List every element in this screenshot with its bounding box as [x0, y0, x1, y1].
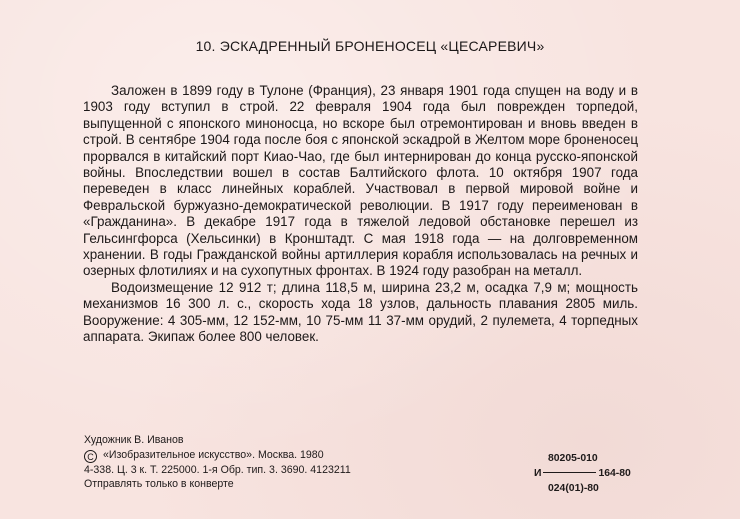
- card-title: 10. ЭСКАДРЕННЫЙ БРОНЕНОСЕЦ «ЦЕСАРЕВИЧ»: [195, 38, 545, 54]
- mailing-note: Отправлять только в конверте: [84, 478, 234, 491]
- catalog-code-3: 024(01)-80: [548, 483, 599, 494]
- description-text: [83, 83, 638, 346]
- fraction-rule: [543, 472, 596, 473]
- publisher-row: [84, 448, 351, 463]
- catalog-code-suffix: 164-80: [598, 468, 631, 479]
- catalog-code-prefix: И: [534, 468, 542, 479]
- copyright-icon: C: [84, 450, 97, 463]
- imprint-block: [84, 433, 351, 492]
- publisher-name: «Изобразительное искусство». Москва. 1980: [103, 448, 324, 461]
- print-info: 4-338. Ц. 3 к. Т. 225000. 1-я Обр. тип. 3. 3690. 4123211: [84, 463, 351, 476]
- specs-paragraph: Водоизмещение 12 912 т; длина 118,5 м, ширина 23,2 м, осадка 7,9 м; мощность механизмов 16 300 л. с., скорость хода 18 узлов, дальность плавания 2805 миль. Вооружение: 4 305-мм, 12 152-мм, 10 75-мм 11 37-мм орудий, 2 пулемета, 4 торпедных аппарата. Экипаж более 800 человек.: [83, 279, 638, 345]
- history-paragraph: Заложен в 1899 году в Тулоне (Франция), 23 января 1901 года спущен на воду и в 1903 году вступил в строй. 22 февраля 1904 года был поврежден торпедой, выпущенной с японского миноносца, но вскоре был отремонтирован и вновь введен в строй. В сентябре 1904 года после боя с японской эскадрой в Желтом море броненосец прорвался в китайский порт Киао-Чао, где был интернирован до конца русско-японской войны. Впоследствии вошел в состав Балтийского флота. 10 октября 1907 года переведен в класс линейных кораблей. Участвовал в первой мировой войне и Февральской буржуазно-демократической революции. В 1917 году переименован в «Гражданина». В декабре 1917 года в тяжелой ледовой обстановке перешел из Гельсингфорса (Хельсинки) в Кронштадт. С мая 1918 года — на долговременном хранении. В годы Гражданской войны артиллерия корабля использовалась на речных и озерных флотилиях и на сухопутных фронтах. В 1924 году разобран на металл.: [83, 83, 638, 279]
- catalog-code-2: [534, 466, 644, 481]
- artist-credit: Художник В. Иванов: [84, 434, 184, 446]
- catalog-code-1: 80205-010: [548, 453, 598, 464]
- catalog-codes: [534, 451, 644, 496]
